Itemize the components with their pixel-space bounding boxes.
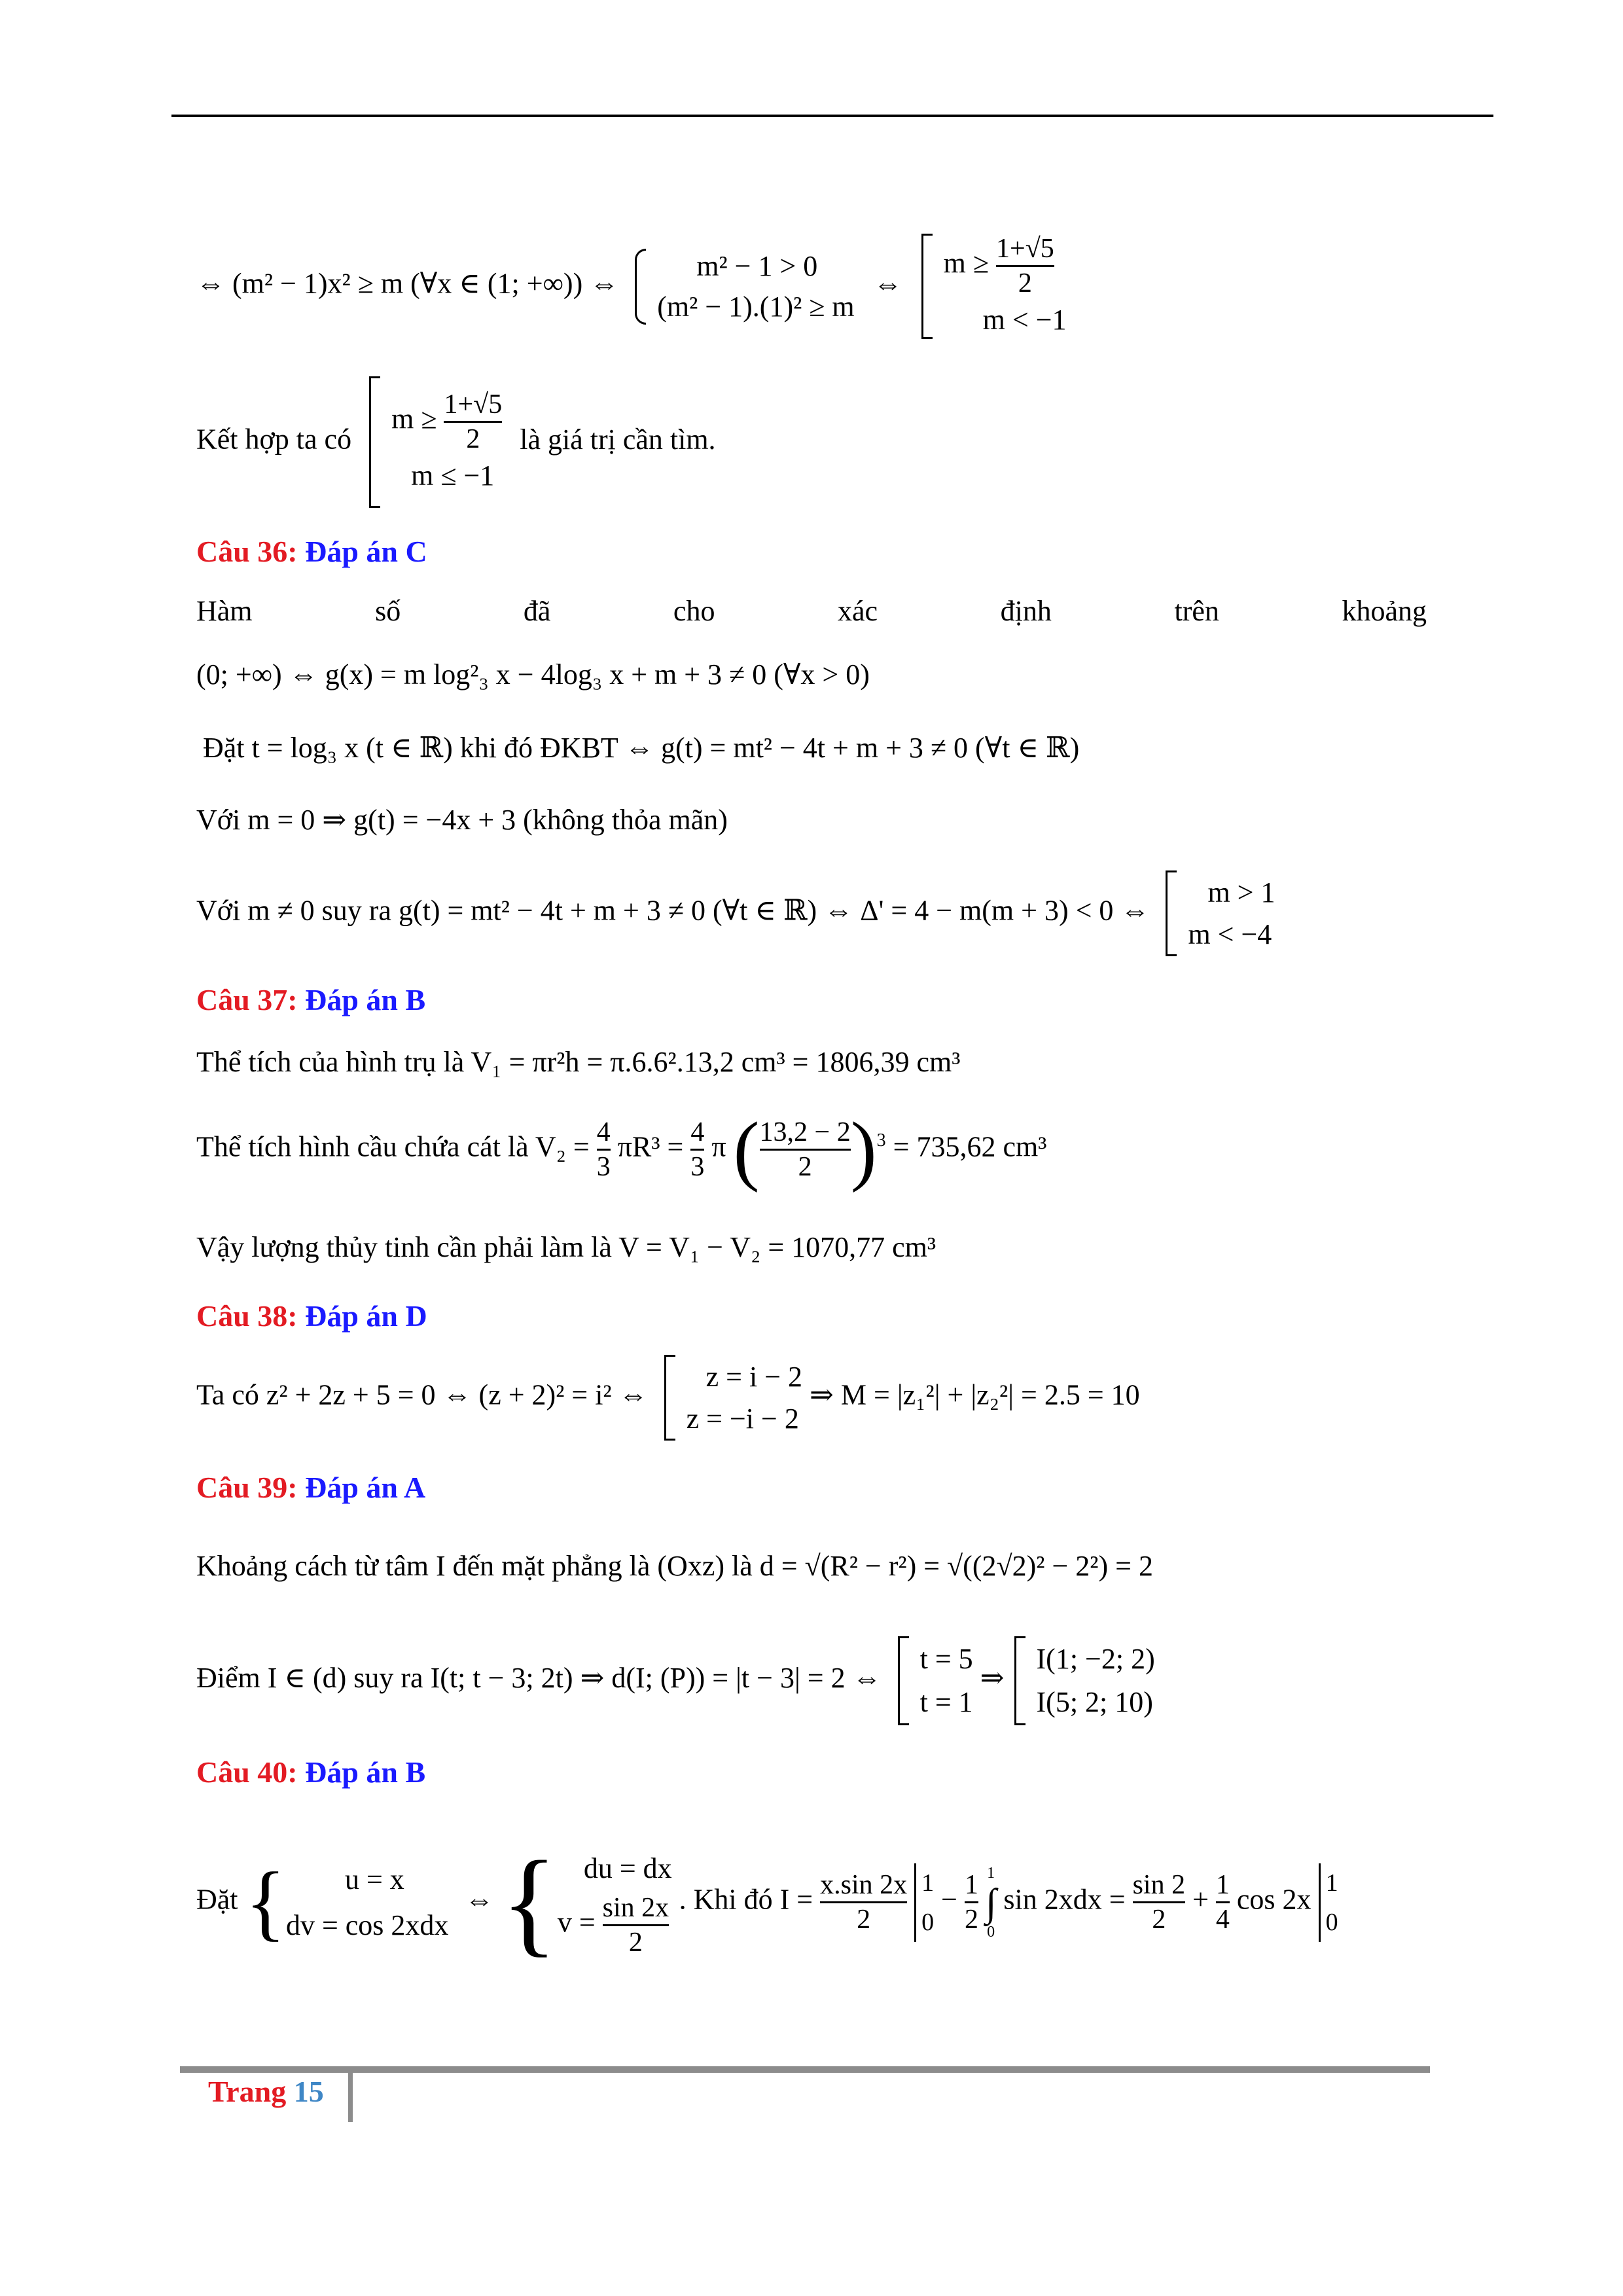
question-38-heading xyxy=(196,1298,427,1335)
integral-sign: ∫ xyxy=(985,1880,997,1924)
q37-l2-pre: Thể tích hình cầu chứa cát là V₂ = xyxy=(196,1130,590,1163)
line1-text: ⇔ (m² − 1)x² ≥ m (∀x ∈ (1; +∞)) ⇔ xyxy=(196,267,619,300)
frac-den: 3 xyxy=(690,1152,705,1182)
frac-den: 2 xyxy=(798,1152,812,1182)
q38-pre: Ta có z² + 2z + 5 = 0 ⇔ (z + 2)² = i² ⇔ xyxy=(196,1378,648,1411)
frac-den: 3 xyxy=(596,1152,611,1182)
case-a: m ≥ xyxy=(943,247,990,279)
frac-num: sin 2x xyxy=(602,1893,669,1923)
header-rule xyxy=(171,115,1493,117)
case-a: z = i − 2 xyxy=(705,1360,803,1393)
q37-line-3: Vậy lượng thủy tinh cần phải làm là V = V₁ − V₂ = 1070,77 cm³ xyxy=(196,1231,936,1263)
question-39-heading xyxy=(196,1469,425,1506)
q37-line-2: Thể tích hình cầu chứa cát là V₂ = $\frac{4}{3}$ πR³ = $\frac{4}{3}$ π ( $\frac{13,2 - 2}{2}$ )$^3$ = 735,62 cm³ xyxy=(196,1105,1047,1193)
case-a: m ≥ xyxy=(391,403,437,435)
answer-label: Đáp án D xyxy=(305,1299,427,1333)
q36-line-5 xyxy=(196,870,1275,956)
frac-num: 4 xyxy=(596,1117,611,1147)
integral-top: 1 xyxy=(987,1864,995,1882)
answer-label: Đáp án A xyxy=(305,1471,426,1504)
system-eq-a: du = dx xyxy=(583,1852,672,1884)
word: đã xyxy=(523,595,551,627)
case-b: m < −1 xyxy=(982,304,1067,336)
limit-bottom: 0 xyxy=(1325,1908,1338,1936)
system-eq-a: m² − 1 > 0 xyxy=(696,249,818,282)
q36-line-5-text: Với m ≠ 0 suy ra g(t) = mt² − 4t + m + 3 ≠ 0 (∀t ∈ ℝ) ⇔ Δ' = 4 − m(m + 3) < 0 ⇔ xyxy=(196,894,1150,927)
case-b: z = −i − 2 xyxy=(686,1402,799,1435)
page-footer xyxy=(208,2073,324,2110)
question-40-heading xyxy=(196,1754,425,1791)
footer-divider xyxy=(348,2072,353,2122)
question-36-heading xyxy=(196,533,427,570)
footer-rule xyxy=(180,2066,1430,2073)
question-label: Câu 40: xyxy=(196,1755,298,1789)
answer-label: Đáp án B xyxy=(305,983,426,1016)
conclusion-post: là giá trị cần tìm. xyxy=(520,423,716,456)
case-b: m < −4 xyxy=(1188,918,1272,950)
q39-line-1: Khoảng cách từ tâm I đến mặt phẳng là (Oxz) là d = √(R² − r²) = √((2√2)² − 2²) = 2 xyxy=(196,1550,1153,1582)
arrow-implies: ⇒ xyxy=(980,1662,1005,1695)
frac-num: 1 xyxy=(964,1870,978,1900)
frac-den: 2 xyxy=(964,1905,978,1935)
q37-l2-mid: πR³ = xyxy=(617,1130,684,1163)
frac-num: sin 2 xyxy=(1132,1870,1186,1900)
pi: π xyxy=(711,1130,726,1163)
frac-num: 13,2 − 2 xyxy=(759,1117,851,1147)
case-c: I(1; −2; 2) xyxy=(1036,1643,1155,1675)
equivalence-line-1 xyxy=(196,232,1067,340)
word: cho xyxy=(673,595,715,627)
frac-num: 1 xyxy=(1215,1870,1230,1900)
frac-num: 4 xyxy=(690,1117,705,1147)
q40-line: Đặt { u = x dv = cos 2xdx ⇔ { du = dx v = $\frac{\sin 2x}{2}$ . Khi đó I = $\frac{x.\sin 2x}{2}$ 1 0 − $\frac{1}{2}$ 1 ∫ 0 sin 2xdx = $\frac{\sin 2}{2}$ + $\frac{1}{4}$ cos 2x 1 0 xyxy=(196,1837,1338,1967)
question-label: Câu 37: xyxy=(196,983,298,1016)
q38-line xyxy=(196,1355,1140,1441)
answer-label: Đáp án C xyxy=(305,535,427,568)
case-b: t = 1 xyxy=(919,1686,973,1718)
word: trên xyxy=(1174,595,1219,627)
case-d: I(5; 2; 10) xyxy=(1036,1686,1153,1718)
limit-bottom: 0 xyxy=(921,1908,935,1936)
q36-line-3: Đặt t = log₃ x (t ∈ ℝ) khi đó ĐKBT ⇔ g(t) = mt² − 4t + m + 3 ≠ 0 (∀t ∈ ℝ) xyxy=(203,732,1080,764)
q40-mid: . Khi đó I = xyxy=(679,1883,813,1916)
question-label: Câu 36: xyxy=(196,535,298,568)
case-b: m ≤ −1 xyxy=(411,459,495,492)
minus: − xyxy=(941,1883,957,1916)
v-pre: v = xyxy=(557,1906,596,1939)
integrand: sin 2xdx = xyxy=(1003,1883,1126,1916)
frac-den: 2 xyxy=(628,1928,643,1958)
plus: + xyxy=(1192,1883,1209,1916)
q37-l2-post: = 735,62 cm³ xyxy=(893,1130,1047,1163)
q36-justified-line xyxy=(196,593,1427,630)
word: Hàm xyxy=(196,595,253,627)
word: xác xyxy=(838,595,878,627)
question-37-heading xyxy=(196,982,425,1018)
q36-line-2: (0; +∞) ⇔ g(x) = m log²₃ x − 4log₃ x + m + 3 ≠ 0 (∀x > 0) xyxy=(196,658,870,691)
page-number: 15 xyxy=(293,2075,324,2108)
limit-top: 1 xyxy=(1325,1869,1338,1897)
frac-den: 2 xyxy=(857,1905,871,1935)
q39-line-2 xyxy=(196,1636,1155,1725)
case-a: m > 1 xyxy=(1207,876,1275,908)
frac-num: 1+√5 xyxy=(444,389,503,420)
arrow-equiv: ⇔ xyxy=(465,1883,494,1916)
word: số xyxy=(375,595,401,627)
q36-line-4: Với m = 0 ⇒ g(t) = −4x + 3 (không thỏa mãn) xyxy=(196,804,728,836)
frac-den: 2 xyxy=(466,424,480,454)
case-a: t = 5 xyxy=(919,1643,973,1675)
arrow-equiv: ⇔ xyxy=(873,267,902,300)
frac-den: 4 xyxy=(1215,1905,1230,1935)
frac-num: 1+√5 xyxy=(996,234,1054,264)
word: khoảng xyxy=(1342,595,1427,627)
question-label: Câu 39: xyxy=(196,1471,298,1504)
frac-den: 2 xyxy=(1018,268,1032,298)
answer-label: Đáp án B xyxy=(305,1755,426,1789)
frac-num: x.sin 2x xyxy=(820,1870,908,1900)
q38-post: ⇒ M = |z₁²| + |z₂²| = 2.5 = 10 xyxy=(810,1378,1140,1411)
system-eq-b: dv = cos 2xdx xyxy=(285,1909,449,1941)
conclusion-pre: Kết hợp ta có xyxy=(196,423,352,456)
question-label: Câu 38: xyxy=(196,1299,298,1333)
conclusion-line xyxy=(196,376,716,508)
page-label: Trang xyxy=(208,2075,287,2108)
integral-bottom: 0 xyxy=(987,1923,995,1941)
q39-l2-pre: Điểm I ∈ (d) suy ra I(t; t − 3; 2t) ⇒ d(I; (P)) = |t − 3| = 2 ⇔ xyxy=(196,1662,882,1695)
word: định xyxy=(1000,595,1052,627)
q40-pre: Đặt xyxy=(196,1883,238,1916)
cos-term: cos 2x xyxy=(1236,1883,1311,1916)
q37-line-1: Thể tích của hình trụ là V₁ = πr²h = π.6.6².13,2 cm³ = 1806,39 cm³ xyxy=(196,1046,961,1078)
system-eq-a: u = x xyxy=(344,1863,404,1895)
limit-top: 1 xyxy=(921,1869,935,1897)
frac-den: 2 xyxy=(1152,1905,1166,1935)
system-eq-b: (m² − 1).(1)² ≥ m xyxy=(657,290,855,323)
